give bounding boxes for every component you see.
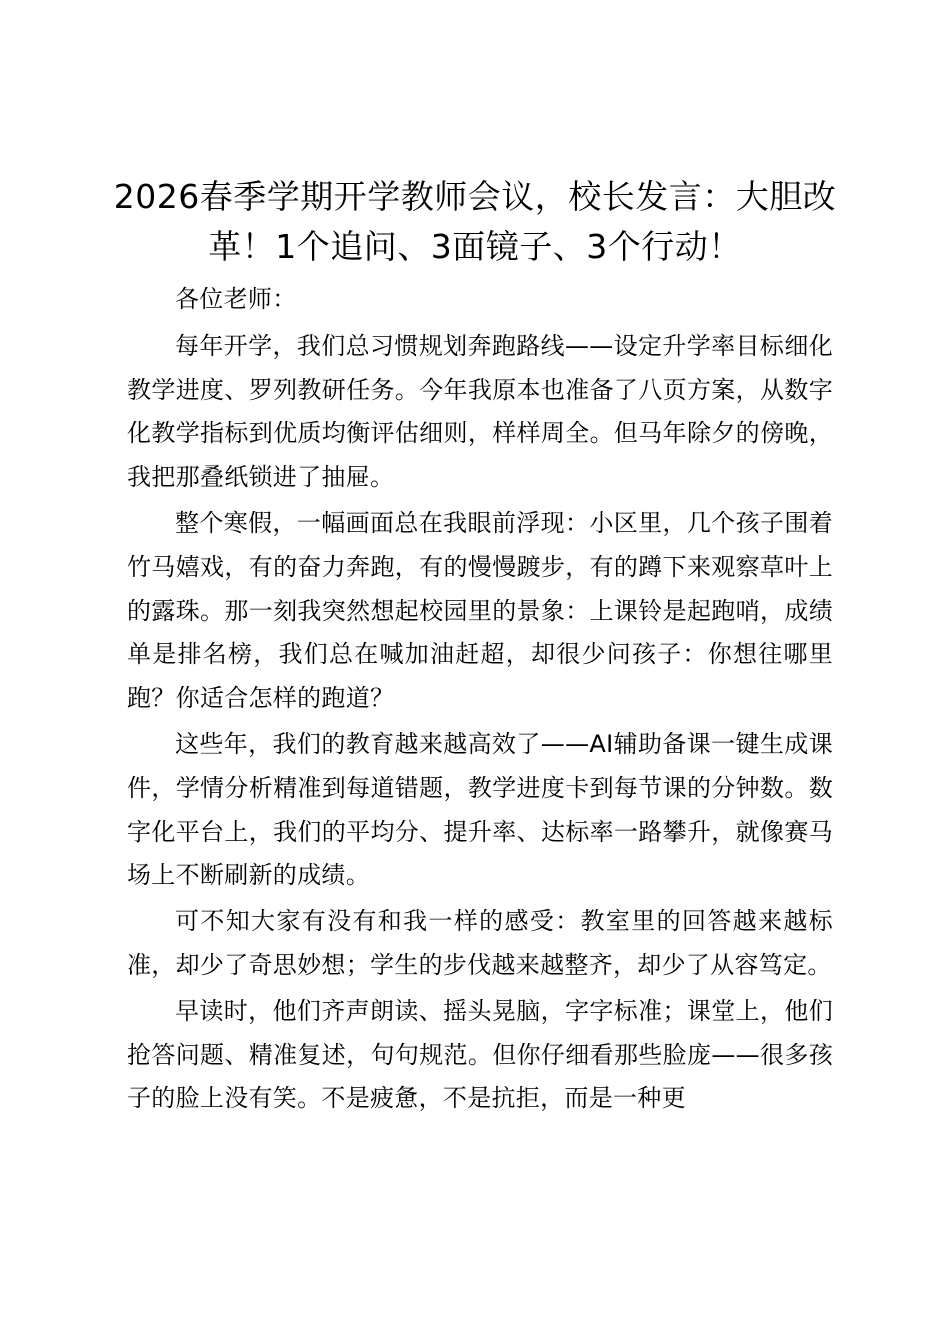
document-body: [127, 278, 833, 1123]
paragraph-2: 整个寒假，一幅画面总在我眼前浮现：小区里，几个孩子围着竹马嬉戏，有的奋力奔跑，有的慢慢踱步，有的蹲下来观察草叶上的露珠。那一刻我突然想起校园里的景象：上课铃是起跑哨，成绩单是排名榜，我们总在喊加油赶超，却很少问孩子：你想往哪里跑？你适合怎样的跑道？: [127, 508, 833, 713]
paragraph-3: 这些年，我们的教育越来越高效了——AI辅助备课一键生成课件，学情分析精准到每道错题，教学进度卡到每节课的分钟数。数字化平台上，我们的平均分、提升率、达标率一路攀升，就像赛马场上不断刷新的成绩。: [127, 729, 833, 890]
paragraph-1: 每年开学，我们总习惯规划奔跑路线——设定升学率目标细化教学进度、罗列教研任务。今年我原本也准备了八页方案，从数字化教学指标到优质均衡评估细则，样样周全。但马年除夕的傍晚，我把那叠纸锁进了抽屉。: [127, 331, 833, 492]
salutation: 各位老师：: [175, 285, 297, 313]
paragraph-5: 早读时，他们齐声朗读、摇头晃脑，字字标准；课堂上，他们抢答问题、精准复述，句句规范。但你仔细看那些脸庞——很多孩子的脸上没有笑。不是疲惫，不是抗拒，而是一种更: [127, 996, 833, 1113]
paragraph-4: 可不知大家有没有和我一样的感受：教室里的回答越来越标准，却少了奇思妙想；学生的步伐越来越整齐，却少了从容笃定。: [127, 907, 833, 979]
document-title: 2026春季学期开学教师会议，校长发言：大胆改革！1个追问、3面镜子、3个行动！: [113, 177, 837, 266]
